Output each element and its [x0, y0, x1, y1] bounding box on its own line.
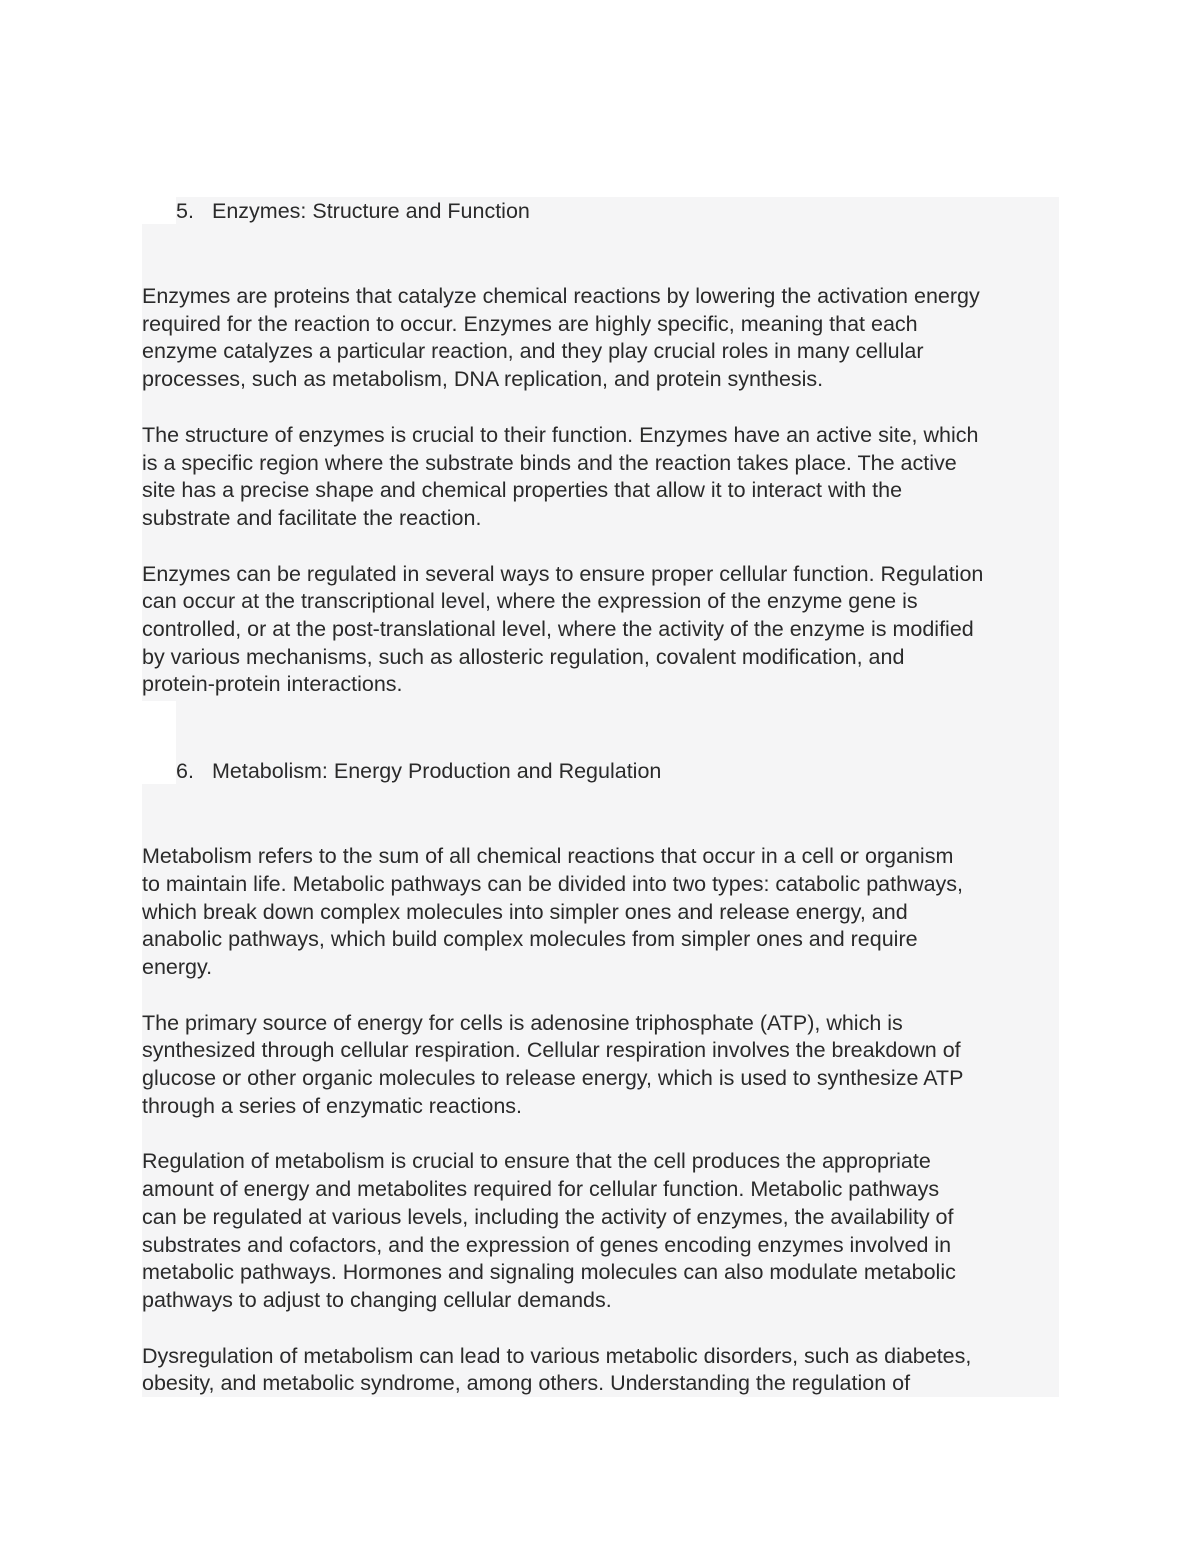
paragraph: Metabolism refers to the sum of all chemical reactions that occur in a cell or organism to maintain life. Metabolic pathways can be divided into two types: catabolic pathways, which break down complex molecules into simpler ones and release energy, and anabolic pathways, which build complex molecules from simpler ones and require energy. — [142, 844, 964, 979]
section-heading-5 — [142, 197, 1062, 225]
section-number: 5. — [176, 199, 194, 223]
paragraph: Enzymes are proteins that catalyze chemical reactions by lowering the activation energy required for the reaction to occur. Enzymes are highly specific, meaning that each enzyme catalyzes a particular reaction, and they play crucial roles in many cellular processes, such as metabolism, DNA replication, and protein synthesis. — [142, 284, 980, 392]
section-number: 6. — [176, 759, 194, 784]
paragraph: Dysregulation of metabolism can lead to various metabolic disorders, such as diabetes, obesity, and metabolic syndrome, among others. Understanding the regulation of — [142, 1343, 972, 1396]
document-body — [142, 197, 1062, 1398]
section-title: Enzymes: Structure and Function — [212, 199, 530, 223]
section-heading-6 — [142, 757, 1062, 785]
paragraph: The structure of enzymes is crucial to their function. Enzymes have an active site, which is a specific region where the substrate binds and the reaction takes place. The active site has a precise shape and chemical properties that allow it to interact with the substrate and facilitate the reaction. — [142, 422, 979, 530]
paragraph: Regulation of metabolism is crucial to ensure that the cell produces the appropriate amount of energy and metabolites required for cellular function. Metabolic pathways can be regulated at various levels, including the activity of enzymes, the availability of substrates and cofactors, and the expression of genes encoding enzymes involved in metabolic pathways. Hormones and signaling molecules can also modulate metabolic pathways to adjust to changing cellular demands. — [142, 1149, 956, 1312]
paragraph: Enzymes can be regulated in several ways to ensure proper cellular function. Regulation can occur at the transcriptional level, where the expression of the enzyme gene is controlled, or at the post-translational level, where the activity of the enzyme is modified by various mechanisms, such as allosteric regulation, covalent modification, and protein-protein interactions. — [142, 561, 984, 697]
paragraph: The primary source of energy for cells is adenosine triphosphate (ATP), which is synthesized through cellular respiration. Cellular respiration involves the breakdown of glucose or other organic molecules to release energy, which is used to synthesize ATP through a series of enzymatic reactions. — [142, 1010, 964, 1118]
section-title: Metabolism: Energy Production and Regulation — [212, 759, 662, 784]
